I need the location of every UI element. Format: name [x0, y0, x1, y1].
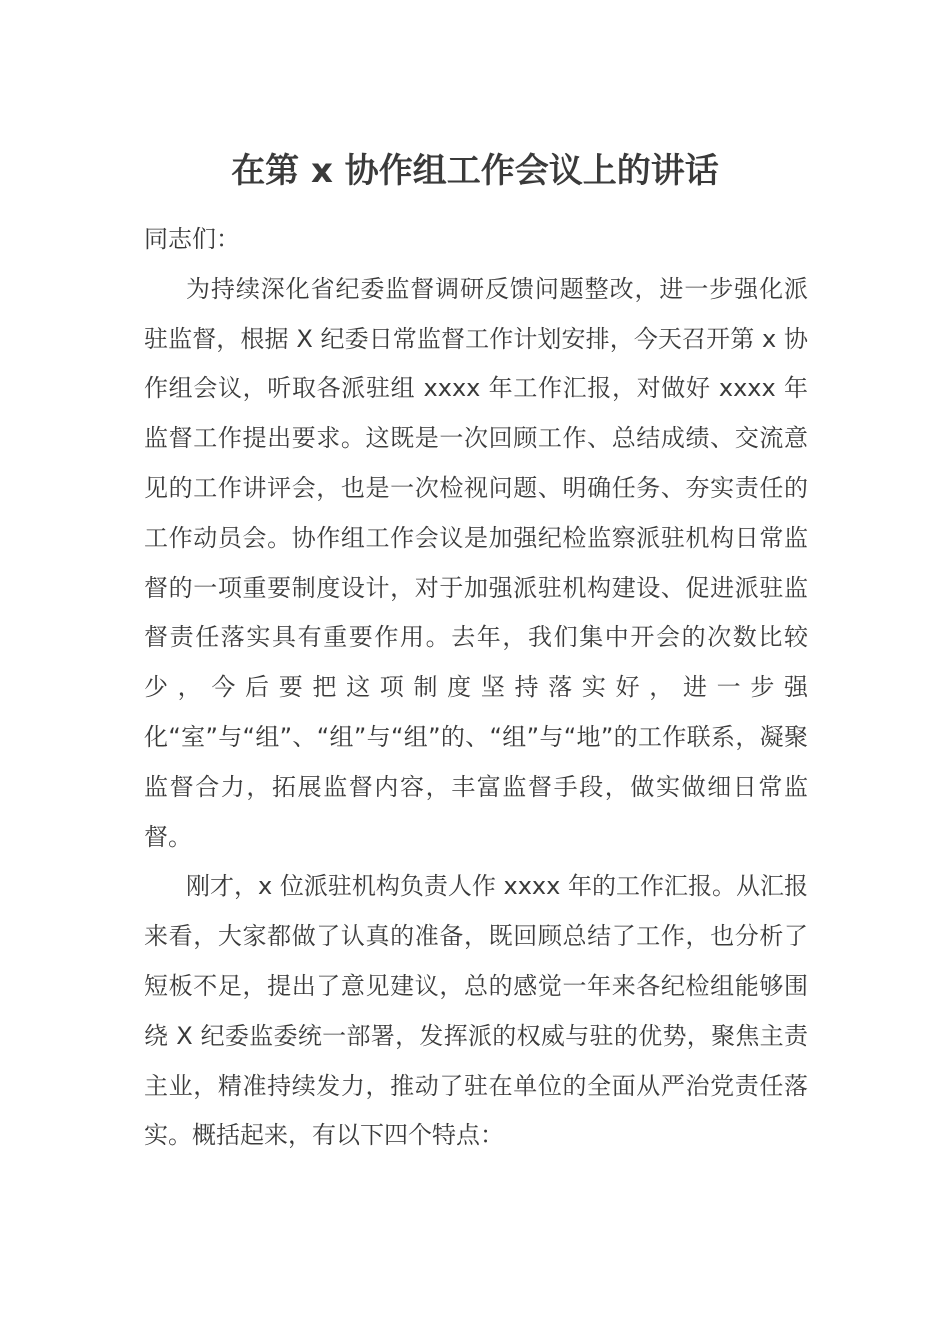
paragraph-1: 为持续深化省纪委监督调研反馈问题整改，进一步强化派驻监督，根据 X 纪委日常监督工作计划安排，今天召开第 x 协作组会议，听取各派驻组 xxxx 年工作汇报，对做好 xxxx 年监督工作提出要求。这既是一次回顾工作、总结成绩、交流意见的工作讲评会，也是一次检视问题、明确任务、夯实责任的工作动员会。协作组工作会议是加强纪检监察派驻机构日常监督的一项重要制度设计，对于加强派驻机构建设、促进派驻监督责任落实具有重要作用。去年，我们集中开会的次数比较少，今后要把这项制度坚持落实好，进一步强化“室”与“组”、“组”与“组”的、“组”与“地”的工作联系，凝聚监督合力，拓展监督内容，丰富监督手段，做实做细日常监督。	[144, 274, 808, 851]
salutation: 同志们：	[144, 225, 240, 253]
document-title: 在第 x 协作组工作会议上的讲话	[231, 151, 719, 191]
document-body	[144, 215, 808, 1161]
paragraph-2: 刚才，x 位派驻机构负责人作 xxxx 年的工作汇报。从汇报来看，大家都做了认真的准备，既回顾总结了工作，也分析了短板不足，提出了意见建议，总的感觉一年来各纪检组能够围绕 X 纪委监委统一部署，发挥派的权威与驻的优势，聚焦主责主业，精准持续发力，推动了驻在单位的全面从严治党责任落实。概括起来，有以下四个特点：	[144, 872, 808, 1150]
